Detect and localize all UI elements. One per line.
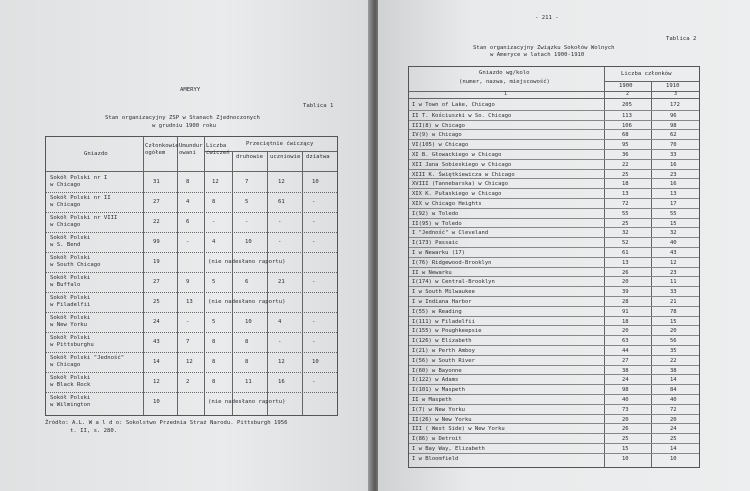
table-cell: 10 bbox=[312, 359, 319, 365]
row-unit-name: II(26) w New Yorku bbox=[412, 416, 472, 423]
table-cell: 4 bbox=[278, 319, 282, 325]
table-cell: - bbox=[278, 339, 282, 345]
row-value-1900: 26 bbox=[622, 269, 629, 276]
row-value-1900: 18 bbox=[622, 318, 629, 325]
row-unit-name: XIX K. Pułaskiego w Chicago bbox=[412, 191, 502, 198]
table-cell: 27 bbox=[153, 199, 160, 205]
row-value-1900: 32 bbox=[622, 230, 629, 237]
table-cell: 9 bbox=[186, 279, 190, 285]
row-value-1910: 23 bbox=[670, 171, 677, 178]
row-value-1910: 12 bbox=[670, 259, 677, 266]
table-cell: 31 bbox=[153, 179, 160, 185]
table-cell: 43 bbox=[153, 339, 160, 345]
table-cell: 24 bbox=[153, 319, 160, 325]
right-title-line1: Stan organizacyjny Związku Sokołów Wolnych bbox=[473, 45, 615, 51]
row-value-1900: 72 bbox=[622, 201, 629, 207]
table-row bbox=[409, 100, 699, 110]
th-members: Członkowie ogółem bbox=[145, 143, 179, 156]
row-unit-name: I(55) w Reading bbox=[412, 308, 462, 315]
row-divider bbox=[46, 252, 337, 253]
table-cell: 10 bbox=[312, 179, 319, 185]
row-unit-name: I(155) w Poughkeepsie bbox=[412, 328, 482, 335]
row-value-1910: 11 bbox=[670, 279, 677, 286]
unit-name: Sokół Polski bbox=[50, 235, 91, 241]
table-cell: 7 bbox=[245, 179, 249, 185]
table-cell: 12 bbox=[212, 179, 219, 185]
unit-location: w Chicago bbox=[50, 362, 81, 368]
table-row bbox=[409, 453, 699, 464]
row-unit-name: I(21) w Perth Amboy bbox=[412, 348, 475, 354]
row-value-1900: 98 bbox=[622, 387, 629, 394]
table-cell: (nie nadesłano raportu) bbox=[208, 399, 286, 405]
table-cell: - bbox=[186, 239, 190, 245]
unit-location: w Filadelfii bbox=[50, 302, 91, 308]
row-value-1910: 13 bbox=[670, 191, 677, 198]
row-value-1900: 52 bbox=[622, 240, 629, 247]
row-unit-name: XII Jana Sobieskiego w Chicago bbox=[412, 161, 512, 168]
table-cell: 2 bbox=[186, 379, 190, 385]
table-cell: 99 bbox=[153, 239, 160, 245]
left-page bbox=[0, 0, 372, 491]
left-heading: AMERYY bbox=[180, 87, 201, 93]
unit-location: w Chicago bbox=[50, 182, 81, 188]
row-unit-name: I(101) w Maspeth bbox=[412, 387, 465, 394]
row-unit-name: I(173) Passaic bbox=[412, 240, 459, 247]
table-cell: 16 bbox=[278, 379, 285, 385]
row-unit-name: XIX w Chicago Heights bbox=[412, 201, 482, 207]
row-unit-name: II w Maspeth bbox=[412, 397, 452, 403]
row-value-1910: 38 bbox=[670, 367, 677, 374]
row-value-1910: 96 bbox=[670, 112, 677, 119]
table-cell: - bbox=[278, 239, 282, 245]
row-unit-name: I(92) w Toledo bbox=[412, 210, 459, 217]
row-value-1910: 17 bbox=[670, 201, 677, 207]
unit-location: w South Chicago bbox=[50, 262, 101, 268]
table-cell: - bbox=[312, 379, 316, 385]
unit-location: w Wilmington bbox=[50, 402, 91, 408]
row-value-1910: 32 bbox=[670, 230, 677, 237]
right-page bbox=[378, 0, 750, 491]
unit-location: w S. Bend bbox=[50, 242, 81, 248]
row-value-1900: 27 bbox=[622, 357, 629, 364]
table-cell: 5 bbox=[212, 279, 216, 285]
table-cell: 13 bbox=[186, 299, 193, 305]
row-unit-name: I(126) w Elizabeth bbox=[412, 338, 472, 345]
row-value-1910: 78 bbox=[670, 308, 677, 315]
unit-name: Sokół Polski bbox=[50, 275, 91, 281]
table-cell: 8 bbox=[186, 179, 190, 185]
row-value-1910: 43 bbox=[670, 250, 677, 256]
row-value-1910: 72 bbox=[670, 406, 677, 413]
row-unit-name: I w Town of Lake, Chicago bbox=[412, 102, 495, 108]
row-value-1900: 18 bbox=[622, 181, 629, 188]
row-value-1910: 23 bbox=[670, 269, 677, 276]
unit-name: Sokół Polski bbox=[50, 335, 91, 341]
row-value-1910: 14 bbox=[670, 377, 677, 384]
row-unit-name: I(111) w Filadelfii bbox=[412, 318, 475, 325]
row-divider bbox=[46, 212, 337, 213]
table-cell: 11 bbox=[245, 379, 252, 385]
th-r-unit2: (numer, nazwa, miejscowość) bbox=[459, 79, 550, 85]
row-value-1900: 22 bbox=[622, 161, 629, 168]
right-table bbox=[408, 66, 700, 468]
row-value-1900: 13 bbox=[622, 259, 629, 266]
table-cell: 4 bbox=[212, 239, 216, 245]
row-unit-name: I w Newarku (17) bbox=[412, 250, 465, 256]
table-cell: 12 bbox=[153, 379, 160, 385]
row-divider bbox=[46, 352, 337, 353]
table-cell: 10 bbox=[153, 399, 160, 405]
table-cell: 8 bbox=[212, 359, 216, 365]
table-cell: 12 bbox=[186, 359, 193, 365]
row-value-1900: 68 bbox=[622, 132, 629, 139]
row-unit-name: I(7) w New Yorku bbox=[412, 406, 465, 413]
row-value-1910: 16 bbox=[670, 181, 677, 188]
row-value-1910: 33 bbox=[670, 289, 677, 296]
table-cell: 7 bbox=[186, 339, 190, 345]
row-value-1910: 70 bbox=[670, 142, 677, 149]
row-unit-name: IV(9) w Chicago bbox=[412, 132, 462, 139]
unit-location: w Chicago bbox=[50, 222, 81, 228]
table-cell: 12 bbox=[278, 359, 285, 365]
row-value-1900: 20 bbox=[622, 279, 629, 286]
th-unit: Gniazdo bbox=[84, 151, 108, 157]
row-divider bbox=[46, 192, 337, 193]
table-cell: 10 bbox=[245, 239, 252, 245]
table-cell: 25 bbox=[153, 299, 160, 305]
row-value-1900: 55 bbox=[622, 210, 629, 217]
row-unit-name: I w Bay Way, Elizabeth bbox=[412, 446, 485, 452]
row-value-1900: 205 bbox=[622, 102, 632, 108]
row-unit-name: XVIII (Tannebarska) w Chicago bbox=[412, 181, 509, 188]
table-cell: (nie nadesłano raportu) bbox=[208, 299, 286, 305]
unit-name: Sokół Polski nr VIII bbox=[50, 215, 118, 221]
th-avg-3: dziatwa bbox=[306, 154, 330, 160]
unit-location: w Buffalo bbox=[50, 282, 81, 288]
th-avg: Przeciętnie ćwiczący bbox=[246, 141, 314, 147]
row-value-1900: 113 bbox=[622, 112, 632, 119]
row-divider bbox=[46, 232, 337, 233]
row-value-1900: 15 bbox=[622, 446, 629, 452]
row-unit-name: I(56) w South River bbox=[412, 357, 475, 364]
row-value-1900: 95 bbox=[622, 142, 629, 149]
unit-name: Sokół Polski bbox=[50, 255, 91, 261]
row-value-1910: 15 bbox=[670, 220, 677, 227]
unit-location: w Black Rock bbox=[50, 382, 91, 388]
row-value-1900: 20 bbox=[622, 416, 629, 423]
row-unit-name: II T. Kościuszki w So. Chicago bbox=[412, 112, 512, 119]
row-value-1900: 36 bbox=[622, 152, 629, 158]
row-value-1900: 63 bbox=[622, 338, 629, 345]
row-value-1900: 38 bbox=[622, 367, 629, 374]
row-value-1910: 172 bbox=[670, 102, 680, 108]
row-divider bbox=[46, 372, 337, 373]
row-value-1910: 40 bbox=[670, 397, 677, 403]
left-title-line1: Stan organizacyjny ZSP w Stanach Zjednoczonych bbox=[105, 115, 260, 121]
table-cell: - bbox=[312, 239, 316, 245]
row-value-1910: 21 bbox=[670, 299, 677, 305]
row-unit-name: I(76) Ridgewood-Brooklyn bbox=[412, 259, 492, 266]
row-value-1910: 20 bbox=[670, 328, 677, 335]
th-exercises: Liczba ćwiczeń bbox=[206, 143, 230, 156]
table-cell: - bbox=[212, 219, 216, 225]
unit-name: Sokół Polski "Jedność" bbox=[50, 355, 125, 361]
row-unit-name: VI(105) w Chicago bbox=[412, 142, 469, 149]
row-value-1910: 20 bbox=[670, 416, 677, 423]
row-value-1910: 98 bbox=[670, 122, 677, 129]
row-value-1900: 25 bbox=[622, 220, 629, 227]
unit-name: Sokół Polski bbox=[50, 395, 91, 401]
table-cell: 8 bbox=[212, 199, 216, 205]
left-title-line2: w grudniu 1900 roku bbox=[152, 123, 216, 129]
unit-location: w Pittsburghu bbox=[50, 342, 94, 348]
row-unit-name: II(95) w Toledo bbox=[412, 220, 462, 227]
row-divider bbox=[46, 332, 337, 333]
row-value-1900: 28 bbox=[622, 299, 629, 305]
th-r-year2: 1910 bbox=[666, 83, 680, 89]
row-value-1900: 40 bbox=[622, 397, 629, 403]
left-source-line1: Źródło: A.L. W a l d o: Sokolstwo Przednia Straż Narodu. Pittsburgh 1956 bbox=[45, 420, 288, 426]
row-unit-name: II w Newarku bbox=[412, 269, 452, 276]
row-unit-name: XIII K. Świętkiewicza w Chicago bbox=[412, 171, 515, 178]
table-cell: 5 bbox=[245, 199, 249, 205]
row-unit-name: I(174) w Central-Brooklyn bbox=[412, 279, 495, 286]
row-value-1910: 33 bbox=[670, 152, 677, 158]
unit-name: Sokół Polski bbox=[50, 375, 91, 381]
right-title-line2: w Ameryce w latach 1900-1910 bbox=[490, 52, 585, 58]
row-unit-name: I w Bloomfield bbox=[412, 455, 459, 462]
table-cell: 6 bbox=[186, 219, 190, 225]
unit-location: w Chicago bbox=[50, 202, 81, 208]
row-value-1900: 26 bbox=[622, 426, 629, 433]
row-unit-name: III ( West Side) w New Yorku bbox=[412, 426, 505, 433]
table-cell: - bbox=[245, 219, 249, 225]
table-cell: 19 bbox=[153, 259, 160, 265]
unit-location: w New Yorku bbox=[50, 322, 88, 328]
left-table-label: Tablica 1 bbox=[303, 103, 334, 109]
th-uniformed: Umundurowani bbox=[179, 143, 203, 156]
row-value-1910: 24 bbox=[670, 426, 677, 433]
table-cell: 14 bbox=[153, 359, 160, 365]
row-value-1900: 25 bbox=[622, 436, 629, 443]
row-divider bbox=[46, 272, 337, 273]
unit-name: Sokół Polski bbox=[50, 295, 91, 301]
table-cell: - bbox=[312, 339, 316, 345]
row-value-1910: 16 bbox=[670, 161, 677, 168]
unit-name: Sokół Polski nr II bbox=[50, 195, 111, 201]
row-unit-name: I w Indiana Harbor bbox=[412, 299, 472, 305]
row-value-1910: 55 bbox=[670, 210, 677, 217]
row-value-1910: 56 bbox=[670, 338, 677, 345]
row-value-1900: 39 bbox=[622, 289, 629, 296]
row-unit-name: XI B. Głowackiego w Chicago bbox=[412, 152, 502, 158]
th-r-col1: 1 bbox=[504, 91, 508, 97]
th-avg-1: druhowie bbox=[236, 154, 263, 160]
row-unit-name: III(8) w Chicago bbox=[412, 122, 465, 129]
th-r-col3: 3 bbox=[674, 91, 678, 97]
table-cell: 5 bbox=[212, 319, 216, 325]
row-value-1910: 35 bbox=[670, 348, 677, 354]
unit-name: Sokół Polski bbox=[50, 315, 91, 321]
row-value-1910: 25 bbox=[670, 436, 677, 443]
right-table-label: Tablica 2 bbox=[666, 36, 697, 42]
row-value-1900: 44 bbox=[622, 348, 629, 354]
row-value-1910: 15 bbox=[670, 318, 677, 325]
table-cell: 8 bbox=[212, 379, 216, 385]
table-cell: 8 bbox=[212, 339, 216, 345]
table-cell: - bbox=[312, 319, 316, 325]
row-divider bbox=[46, 292, 337, 293]
row-value-1910: 14 bbox=[670, 446, 677, 452]
row-divider bbox=[46, 312, 337, 313]
th-r-year1: 1900 bbox=[619, 83, 633, 89]
row-unit-name: I(122) w Adams bbox=[412, 377, 459, 384]
table-cell: 12 bbox=[278, 179, 285, 185]
row-value-1900: 20 bbox=[622, 328, 629, 335]
row-value-1910: 40 bbox=[670, 240, 677, 247]
table-cell: 21 bbox=[278, 279, 285, 285]
left-table bbox=[45, 136, 338, 416]
table-cell: - bbox=[312, 219, 316, 225]
table-cell: 4 bbox=[186, 199, 190, 205]
unit-name: Sokół Polski nr I bbox=[50, 175, 108, 181]
row-value-1900: 10 bbox=[622, 455, 629, 462]
th-r-unit1: Gniazdo wg/kolo bbox=[479, 70, 530, 76]
row-unit-name: I "Jedność" w Cleveland bbox=[412, 230, 489, 237]
row-value-1900: 91 bbox=[622, 308, 629, 315]
table-cell: 61 bbox=[278, 199, 285, 205]
table-cell: 8 bbox=[245, 359, 249, 365]
page-number: - 211 - bbox=[535, 15, 559, 21]
row-unit-name: I(60) w Bayonne bbox=[412, 367, 462, 374]
table-cell: 8 bbox=[245, 339, 249, 345]
table-cell: (nie nadesłano raportu) bbox=[208, 259, 286, 265]
row-value-1910: 62 bbox=[670, 132, 677, 139]
row-unit-name: I(86) w Detroit bbox=[412, 436, 462, 443]
table-cell: - bbox=[312, 279, 316, 285]
table-cell: 10 bbox=[245, 319, 252, 325]
row-value-1900: 13 bbox=[622, 191, 629, 198]
table-cell: 6 bbox=[245, 279, 249, 285]
row-value-1910: 22 bbox=[670, 357, 677, 364]
th-r-col2: 2 bbox=[626, 91, 630, 97]
row-unit-name: I w South Milwaukee bbox=[412, 289, 475, 296]
table-cell: 22 bbox=[153, 219, 160, 225]
table-cell: 27 bbox=[153, 279, 160, 285]
row-value-1910: 84 bbox=[670, 387, 677, 394]
th-avg-2: uczniowie bbox=[270, 154, 301, 160]
table-cell: - bbox=[312, 199, 316, 205]
row-value-1900: 106 bbox=[622, 122, 632, 129]
left-source-line2: t. II, s. 280. bbox=[70, 428, 118, 434]
table-cell: - bbox=[186, 319, 190, 325]
row-value-1900: 25 bbox=[622, 171, 629, 178]
row-divider bbox=[46, 392, 337, 393]
row-value-1900: 73 bbox=[622, 406, 629, 413]
row-value-1910: 10 bbox=[670, 455, 677, 462]
row-value-1900: 61 bbox=[622, 250, 629, 256]
row-value-1900: 24 bbox=[622, 377, 629, 384]
table-cell: - bbox=[278, 219, 282, 225]
th-r-members: Liczba członków bbox=[621, 71, 672, 77]
